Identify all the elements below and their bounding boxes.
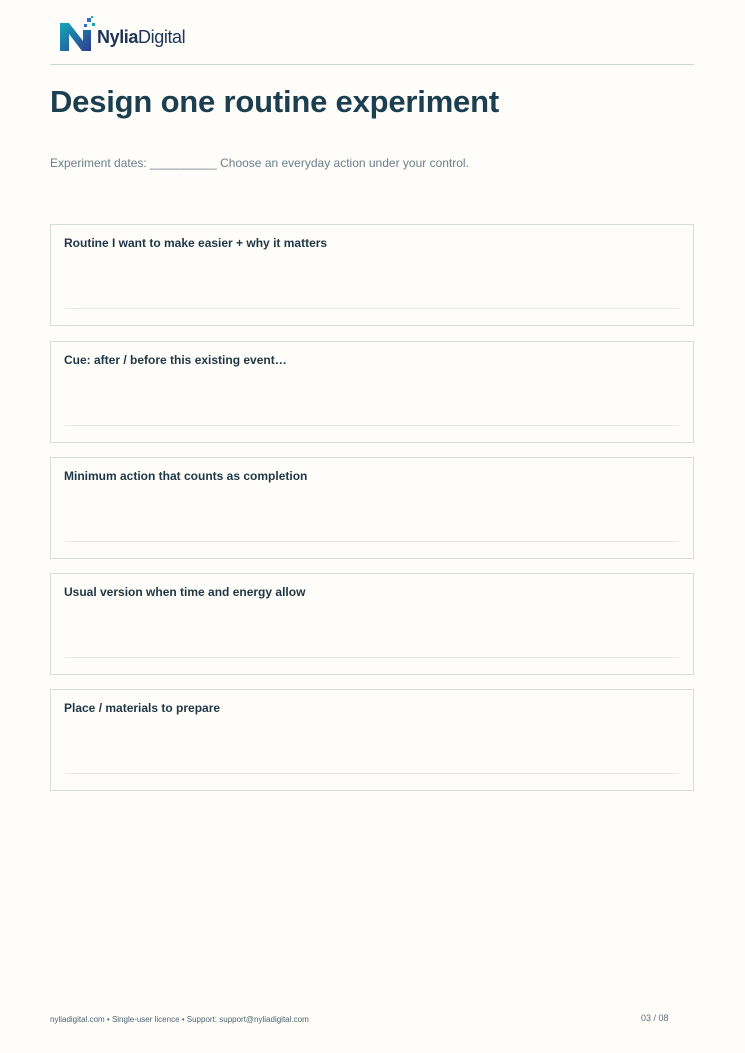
worksheet-card-place-materials[interactable]	[50, 689, 694, 791]
brand-name-light: Digital	[138, 26, 186, 47]
card-label-cue: Cue: after / before this existing event…	[64, 353, 287, 367]
footer-licence-text: nyliadigital.com • Single-user licence • Support: support@nyliadigital.com	[50, 1015, 309, 1024]
header-divider	[50, 64, 694, 65]
card-writing-line	[65, 657, 679, 658]
page-title: Design one routine experiment	[50, 84, 499, 119]
card-writing-line	[65, 541, 679, 542]
brand-header	[58, 16, 185, 54]
card-label-minimum-action: Minimum action that counts as completion	[64, 469, 308, 483]
card-label-usual-version: Usual version when time and energy allow	[64, 585, 306, 599]
card-writing-line	[65, 425, 679, 426]
card-writing-line	[65, 773, 679, 774]
page-indicator: 03 / 08	[641, 1013, 669, 1023]
worksheet-card-minimum-action[interactable]	[50, 457, 694, 559]
card-label-routine: Routine I want to make easier + why it matters	[64, 236, 328, 250]
nylia-logo-icon	[58, 16, 96, 54]
brand-name-bold: Nylia	[97, 26, 139, 47]
worksheet-card-cue[interactable]	[50, 341, 694, 443]
worksheet-card-routine[interactable]	[50, 224, 694, 326]
card-writing-line	[65, 308, 679, 309]
brand-name	[97, 25, 185, 46]
worksheet-card-usual-version[interactable]	[50, 573, 694, 675]
experiment-dates-instructions: Experiment dates: __________ Choose an everyday action under your control.	[50, 156, 469, 170]
card-label-place-materials: Place / materials to prepare	[64, 701, 221, 715]
